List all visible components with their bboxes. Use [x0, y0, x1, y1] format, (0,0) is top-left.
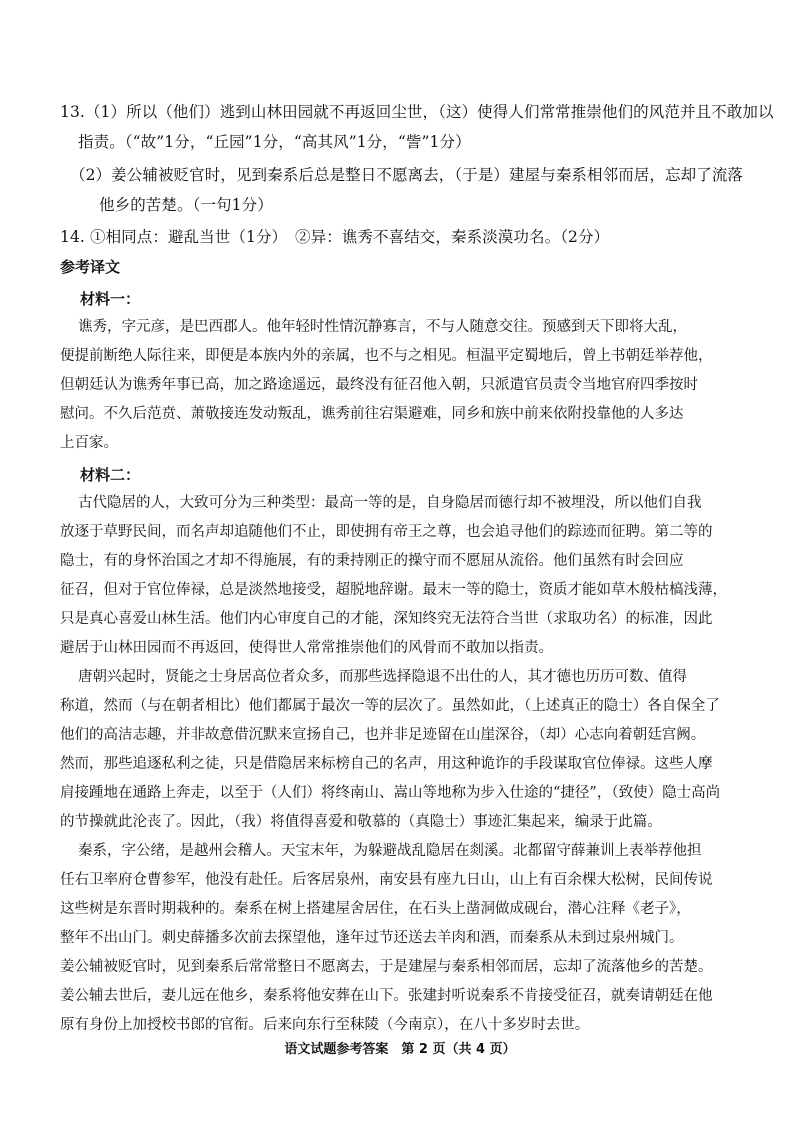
material2b-line: 称道，然而（与在朝者相比）他们都属于最次一等的层次了。虽然如此，（上述真正的隐士）各自保全了 [60, 698, 720, 714]
material2c-line: 姜公辅被贬官时，见到秦系后常常整日不愿离去，于是建屋与秦系相邻而居，忘却了流落他乡的苦楚。 [60, 959, 713, 975]
material2b-line: 他们的高洁志趣，并非故意借沉默来宣扬自己，也并非足迹留在山崖深谷，（却）心志向着朝廷宫阙。 [60, 727, 706, 743]
translation-heading: 参考译文 [60, 258, 121, 276]
material2b-line: 的节操就此沦丧了。因此，（我）将值得喜爱和敬慕的（真隐士）事迹汇集起来，编录于此篇。 [60, 814, 662, 830]
material2c-line: 原有身份上加授校书郎的官衔。后来向东行至秣陵（今南京），在八十多岁时去世。 [60, 1017, 590, 1033]
material1-title: 材料一： [80, 290, 141, 308]
material2-line: 古代隐居的人，大致可分为三种类型：最高一等的是，自身隐居而德行却不被埋没，所以他们自我 [78, 495, 702, 511]
material2b-line: 肩接踵地在通路上奔走，以至于（人们）将终南山、嵩山等地称为步入仕途的“捷径”，（致使）隐士高尚 [60, 785, 721, 801]
material2c-line: 秦系，字公绪，是越州会稽人。天宝末年，为躲避战乱隐居在剡溪。北都留守薛兼训上表举荐他担 [78, 843, 702, 859]
q13-1-line1: 13.（1）所以（他们）逃到山林田园就不再返回尘世，（这）使得人们常常推崇他们的风范并且不敢加以 [60, 103, 774, 121]
material2-title: 材料二： [80, 466, 141, 484]
material2-line: 放逐于草野民间，而名声却追随他们不止，即使拥有帝王之尊，也会追寻他们的踪迹而征聘。第二等的 [60, 524, 713, 540]
material2c-line: 姜公辅去世后，妻儿远在他乡，秦系将他安葬在山下。张建封听说秦系不肯接受征召，就奏请朝廷在他 [60, 988, 713, 1004]
material1-line: 谯秀，字元彦，是巴西郡人。他年轻时性情沉静寡言，不与人随意交往。预感到天下即将大乱， [78, 319, 687, 335]
material2b-line: 唐朝兴起时，贤能之士身居高位者众多，而那些选择隐退不出仕的人，其才德也历历可数、值得 [78, 669, 687, 685]
material1-line: 便提前断绝人际往来，即便是本族内外的亲属，也不与之相见。桓温平定蜀地后，曾上书朝廷举荐他， [60, 348, 713, 364]
material1-line: 但朝廷认为谯秀年事已高，加之路途遥远，最终没有征召他入朝，只派遣官员责令当地官府四季按时 [60, 377, 698, 393]
material2c-line: 整年不出山门。刺史薛播多次前去探望他，逢年过节还送去羊肉和酒，而秦系从未到过泉州城门。 [60, 930, 684, 946]
q13-2-line2: 他乡的苦楚。（一句1分） [99, 196, 273, 214]
q13-1-line2: 指责。（“故”1分，“丘园”1分，“高其风”1分，“訾”1分） [78, 133, 471, 151]
material2c-line: 任右卫率府仓曹参军，他没有赴任。后客居泉州，南安县有座九日山，山上有百余棵大松树，民间传说 [60, 872, 713, 888]
material2b-line: 然而，那些追逐私利之徒，只是借隐居来标榜自己的名声，用这种诡诈的手段谋取官位俸禄。这些人摩 [60, 756, 713, 772]
material1-line: 上百家。 [60, 435, 118, 451]
page-footer: 语文试题参考答案 第 2 页（共 4 页） [284, 1042, 516, 1057]
material2-line: 征召，但对于官位俸禄，总是淡然地接受，超脱地辞谢。最末一等的隐士，资质才能如草木般枯槁浅薄， [60, 582, 727, 598]
q14-line: 14. ①相同点：避乱当世（1分） ②异：谯秀不喜结交，秦系淡漠功名。（2分） [60, 228, 610, 246]
q13-2-line1: （2）姜公辅被贬官时，见到秦系后总是整日不愿离去，（于是）建屋与秦系相邻而居，忘却了流落 [70, 166, 744, 184]
material2-line: 只是真心喜爱山林生活。他们内心审度自己的才能，深知终究无法符合当世（求取功名）的标准，因此 [60, 611, 713, 627]
material2-line: 隐士，有的身怀治国之才却不得施展，有的秉持刚正的操守而不愿屈从流俗。他们虽然有时会回应 [60, 553, 684, 569]
material2-line: 避居于山林田园而不再返回，使得世人常常推崇他们的风骨而不敢加以指责。 [60, 640, 553, 656]
material1-line: 慰问。不久后范贲、萧敬接连发动叛乱，谯秀前往宕渠避难，同乡和族中前来依附投靠他的人多达 [60, 406, 684, 422]
material2c-line: 这些树是东晋时期栽种的。秦系在树上搭建屋舍居住，在石头上凿洞做成砚台，潜心注释《老子》， [60, 901, 691, 917]
